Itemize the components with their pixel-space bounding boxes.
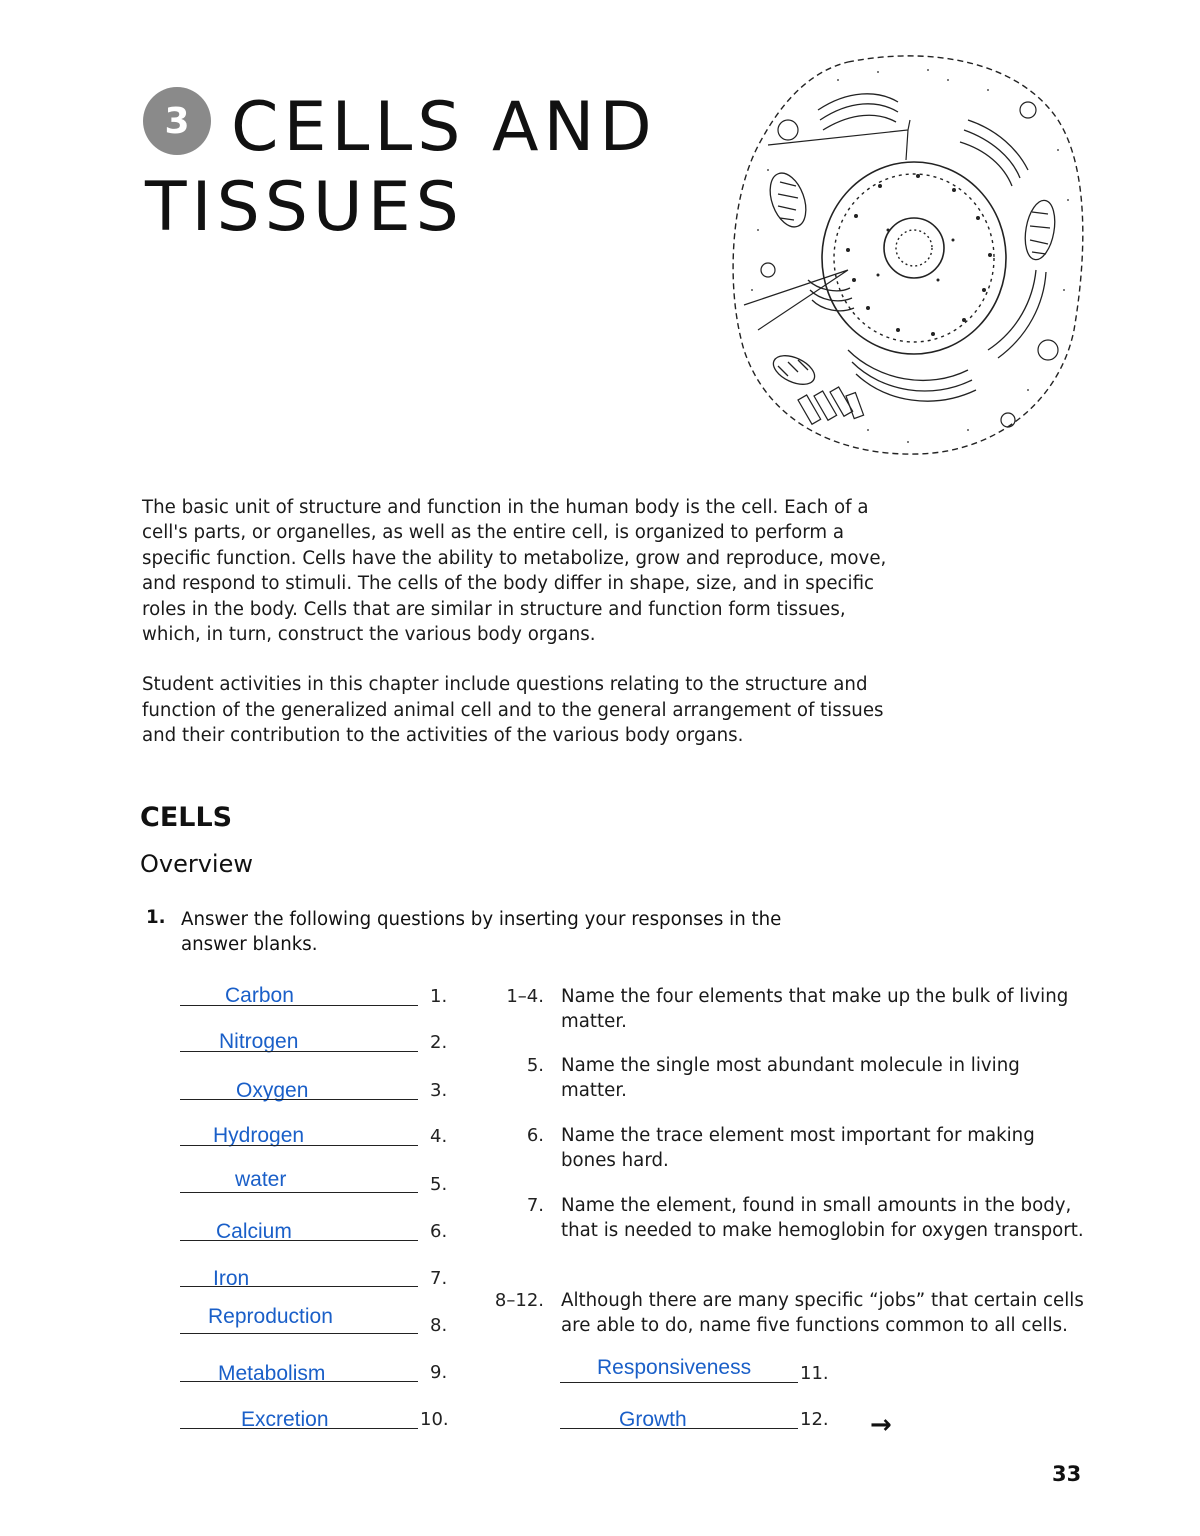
answer-number-12: 12. — [800, 1409, 829, 1430]
intro-paragraph-2: Student activities in this chapter include questions relating to the structure and function of the generalized animal cell and to the general arrangement of tissues and their contribution to the activities of the various body organs. — [142, 674, 884, 747]
answer-number-10: 10. — [420, 1409, 449, 1430]
item-text-7: Name the element, found in small amounts in the body, that is needed to make hemoglobin for oxygen transport. — [561, 1195, 1084, 1242]
item-text-1-4: Name the four elements that make up the bulk of living matter. — [561, 986, 1069, 1033]
answer-blank-3[interactable] — [180, 1099, 418, 1100]
chapter-title — [145, 88, 705, 248]
item-label-7: 7. — [526, 1195, 544, 1216]
answer-1[interactable]: Carbon — [225, 984, 294, 1007]
answer-blank-10[interactable] — [180, 1428, 418, 1429]
cell-membrane — [733, 56, 1083, 454]
continue-arrow-icon: → — [870, 1410, 892, 1440]
answer-blank-2[interactable] — [180, 1051, 418, 1052]
answer-number-8: 8. — [430, 1315, 448, 1336]
answer-blank-12[interactable] — [560, 1428, 798, 1429]
golgi-apparatus — [808, 280, 854, 311]
question-prompt: Answer the following questions by inserting your responses in the answer blanks. — [181, 909, 782, 956]
nucleolus — [884, 218, 944, 278]
answer-blank-11[interactable] — [560, 1382, 798, 1383]
centrioles — [798, 387, 864, 424]
answer-blank-5[interactable] — [180, 1192, 418, 1193]
item-label-5: 5. — [526, 1055, 544, 1076]
answer-number-4: 4. — [430, 1126, 448, 1147]
answer-number-9: 9. — [430, 1362, 448, 1383]
answer-blank-1[interactable] — [180, 1005, 418, 1006]
intro-text — [142, 495, 902, 774]
answer-12[interactable]: Growth — [619, 1408, 687, 1431]
answer-5[interactable]: water — [235, 1168, 287, 1191]
answer-11[interactable]: Responsiveness — [597, 1356, 752, 1379]
page-number: 33 — [1052, 1462, 1082, 1486]
answer-blank-9[interactable] — [180, 1381, 418, 1382]
animal-cell-illustration — [728, 50, 1084, 458]
item-label-8-12: 8–12. — [494, 1290, 544, 1311]
answer-blank-8[interactable] — [180, 1333, 418, 1334]
answer-blank-6[interactable] — [180, 1240, 418, 1241]
item-text-5: Name the single most abundant molecule in living matter. — [561, 1055, 1020, 1102]
answer-6[interactable]: Calcium — [216, 1220, 292, 1243]
vesicles — [761, 102, 1058, 427]
intro-paragraph-1: The basic unit of structure and function in the human body is the cell. Each of a cell's parts, or organelles, as well as the entire cell, is organized to perform a specific function. Cells have the ability to metabolize, grow and reproduce, move, and respond to stimuli. The cells of the body differ in shape, size, and in specific roles in the body. Cells that are similar in structure and function form tissues, which, in turn, construct the various body organs. — [142, 497, 887, 646]
answer-2[interactable]: Nitrogen — [219, 1030, 299, 1053]
section-subheading: Overview — [140, 850, 253, 878]
item-text-6: Name the trace element most important for making bones hard. — [561, 1125, 1035, 1172]
answer-4[interactable]: Hydrogen — [213, 1124, 305, 1147]
answer-blank-7[interactable] — [180, 1286, 418, 1287]
chapter-number-badge: 3 — [143, 87, 211, 155]
answer-10[interactable]: Excretion — [241, 1408, 329, 1431]
cytoplasm-stipple — [751, 69, 1069, 443]
answer-7[interactable]: Iron — [213, 1267, 250, 1290]
answer-blank-4[interactable] — [180, 1145, 418, 1146]
item-label-1-4: 1–4. — [506, 986, 544, 1007]
answer-3[interactable]: Oxygen — [236, 1079, 309, 1102]
mitochondria — [763, 168, 1059, 390]
item-text-8-12: Although there are many specific “jobs” that certain cells are able to do, name five functions common to all cells. — [561, 1290, 1084, 1337]
answer-number-2: 2. — [430, 1032, 448, 1053]
answer-8[interactable]: Reproduction — [208, 1305, 333, 1328]
answer-number-1: 1. — [430, 986, 448, 1007]
nuclear-envelope — [822, 162, 1006, 354]
answer-9[interactable]: Metabolism — [218, 1362, 326, 1385]
section-heading: CELLS — [140, 802, 233, 833]
answer-number-5: 5. — [430, 1174, 448, 1195]
answer-number-6: 6. — [430, 1221, 448, 1242]
item-label-6: 6. — [526, 1125, 544, 1146]
answer-number-3: 3. — [430, 1080, 448, 1101]
chapter-title-line1: CELLS AND — [231, 88, 657, 167]
chapter-title-line2: TISSUES — [145, 168, 464, 247]
answer-number-11: 11. — [800, 1363, 829, 1384]
answer-number-7: 7. — [430, 1268, 448, 1289]
question-number: 1. — [146, 907, 166, 928]
